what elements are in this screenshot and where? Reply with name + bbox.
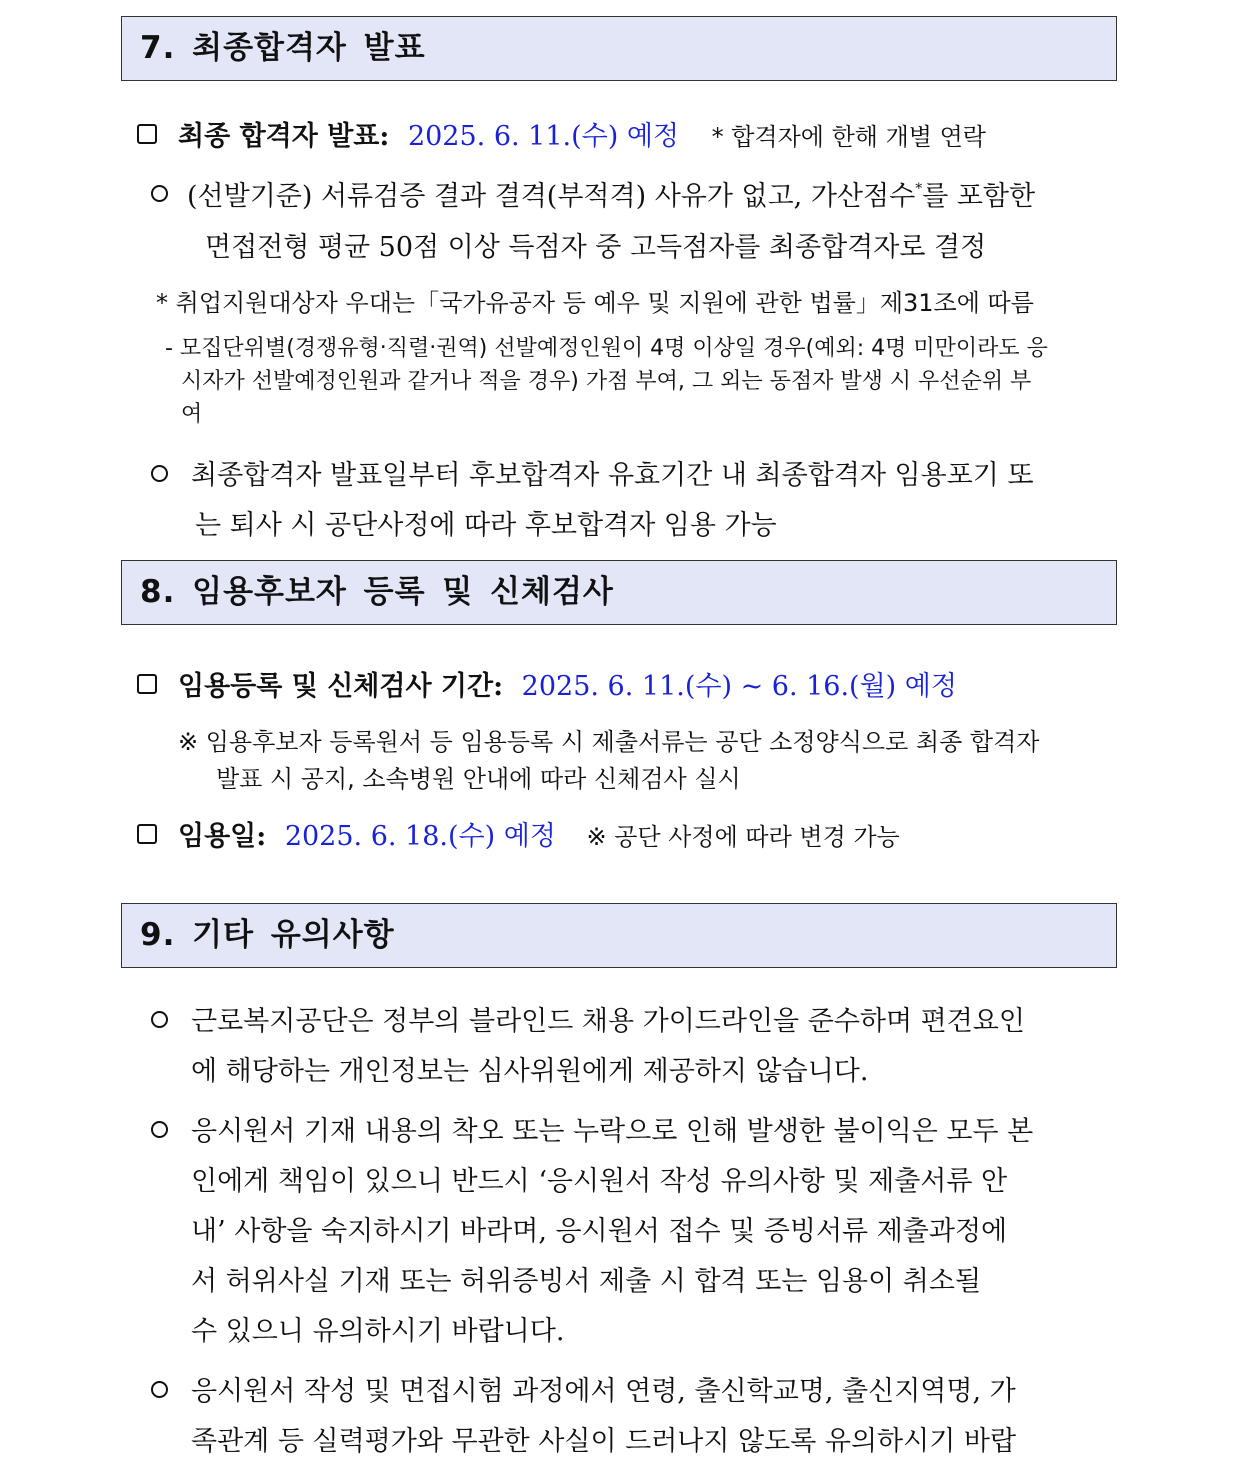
bonus-points-note-line-3: 여	[181, 402, 203, 427]
bonus-points-note-line-1: - 모집단위별(경쟁유형‧직렬‧권역) 선발예정인원이 4명 이상일 경우(예외: 4명 미만이라도 응	[165, 336, 1048, 361]
circle-bullet-icon	[151, 1381, 168, 1398]
checkbox-square-icon	[137, 824, 157, 844]
application-errors-line-4: 서 허위사실 기재 또는 허위증빙서 제출 시 합격 또는 임용이 취소될	[191, 1266, 982, 1297]
final-announcement-date: 2025. 6. 11.(수) 예정	[407, 121, 679, 152]
application-errors-line-5: 수 있으니 유의하시기 바랍니다.	[191, 1316, 565, 1347]
checkbox-square-icon	[137, 674, 157, 694]
blind-hiring-line-1: 근로복지공단은 정부의 블라인드 채용 가이드라인을 준수하며 편견요인	[191, 1006, 1025, 1037]
section-8-header	[121, 560, 1117, 625]
selection-criteria-text-b: 를 포함한	[922, 181, 1036, 212]
reserve-candidates-line-2: 는 퇴사 시 공단사정에 따라 후보합격자 임용 가능	[195, 510, 777, 541]
circle-bullet-icon	[151, 185, 168, 202]
final-announcement-note: * 합격자에 한해 개별 연락	[711, 123, 986, 151]
registration-period-label: 임용등록 및 신체검사 기간:	[178, 671, 504, 702]
footnote-marker: *	[915, 181, 923, 197]
application-errors-line-2: 인에게 책임이 있으니 반드시 ‘응시원서 작성 유의사항 및 제출서류 안	[191, 1166, 1008, 1197]
registration-period-item	[178, 664, 957, 703]
circle-bullet-icon	[151, 465, 168, 482]
bonus-points-note-line-2: 시자가 선발예정인원과 같거나 적을 경우) 가점 부여, 그 외는 동점자 발생 시 우선순위 부	[181, 369, 1032, 394]
selection-criteria-line-2: 면접전형 평균 50점 이상 득점자 중 고득점자를 최종합격자로 결정	[205, 232, 987, 263]
section-9-header	[121, 903, 1117, 968]
circle-bullet-icon	[151, 1011, 168, 1028]
appointment-date-note: ※ 공단 사정에 따라 변경 가능	[586, 823, 900, 851]
reserve-candidates-line-1: 최종합격자 발표일부터 후보합격자 유효기간 내 최종합격자 임용포기 또	[191, 460, 1034, 491]
registration-reference-line-1: ※ 임용후보자 등록원서 등 임용등록 시 제출서류는 공단 소정양식으로 최종 합격자	[178, 728, 1040, 756]
final-announcement-item	[178, 114, 986, 153]
appointment-date-item	[178, 814, 900, 853]
final-announcement-label: 최종 합격자 발표:	[178, 121, 390, 152]
application-errors-line-1: 응시원서 기재 내용의 착오 또는 누락으로 인해 발생한 불이익은 모두 본	[191, 1116, 1034, 1147]
veteran-preference-note: * 취업지원대상자 우대는「국가유공자 등 예우 및 지원에 관한 법률」제31조에 따름	[156, 289, 1034, 317]
section-7-header	[121, 16, 1117, 81]
section-9-title: 9. 기타 유의사항	[140, 917, 395, 953]
appointment-date-label: 임용일:	[178, 821, 267, 852]
registration-period-date: 2025. 6. 11.(수) ~ 6. 16.(월) 예정	[521, 671, 957, 702]
checkbox-square-icon	[137, 124, 157, 144]
personal-info-line-1: 응시원서 작성 및 면접시험 과정에서 연령, 출신학교명, 출신지역명, 가	[191, 1376, 1016, 1407]
section-8-title: 8. 임용후보자 등록 및 신체검사	[140, 574, 614, 610]
circle-bullet-icon	[151, 1121, 168, 1138]
blind-hiring-line-2: 에 해당하는 개인정보는 심사위원에게 제공하지 않습니다.	[191, 1056, 869, 1087]
section-7-title: 7. 최종합격자 발표	[140, 30, 426, 66]
appointment-date-value: 2025. 6. 18.(수) 예정	[284, 821, 556, 852]
selection-criteria-line-1	[187, 174, 1121, 213]
registration-reference-line-2: 발표 시 공지, 소속병원 안내에 따라 신체검사 실시	[216, 765, 741, 793]
selection-criteria-text-a: (선발기준) 서류검증 결과 결격(부적격) 사유가 없고, 가산점수	[187, 181, 916, 212]
personal-info-line-2: 족관계 등 실력평가와 무관한 사실이 드러나지 않도록 유의하시기 바랍	[191, 1426, 1017, 1457]
application-errors-line-3: 내’ 사항을 숙지하시기 바라며, 응시원서 접수 및 증빙서류 제출과정에	[191, 1216, 1008, 1247]
